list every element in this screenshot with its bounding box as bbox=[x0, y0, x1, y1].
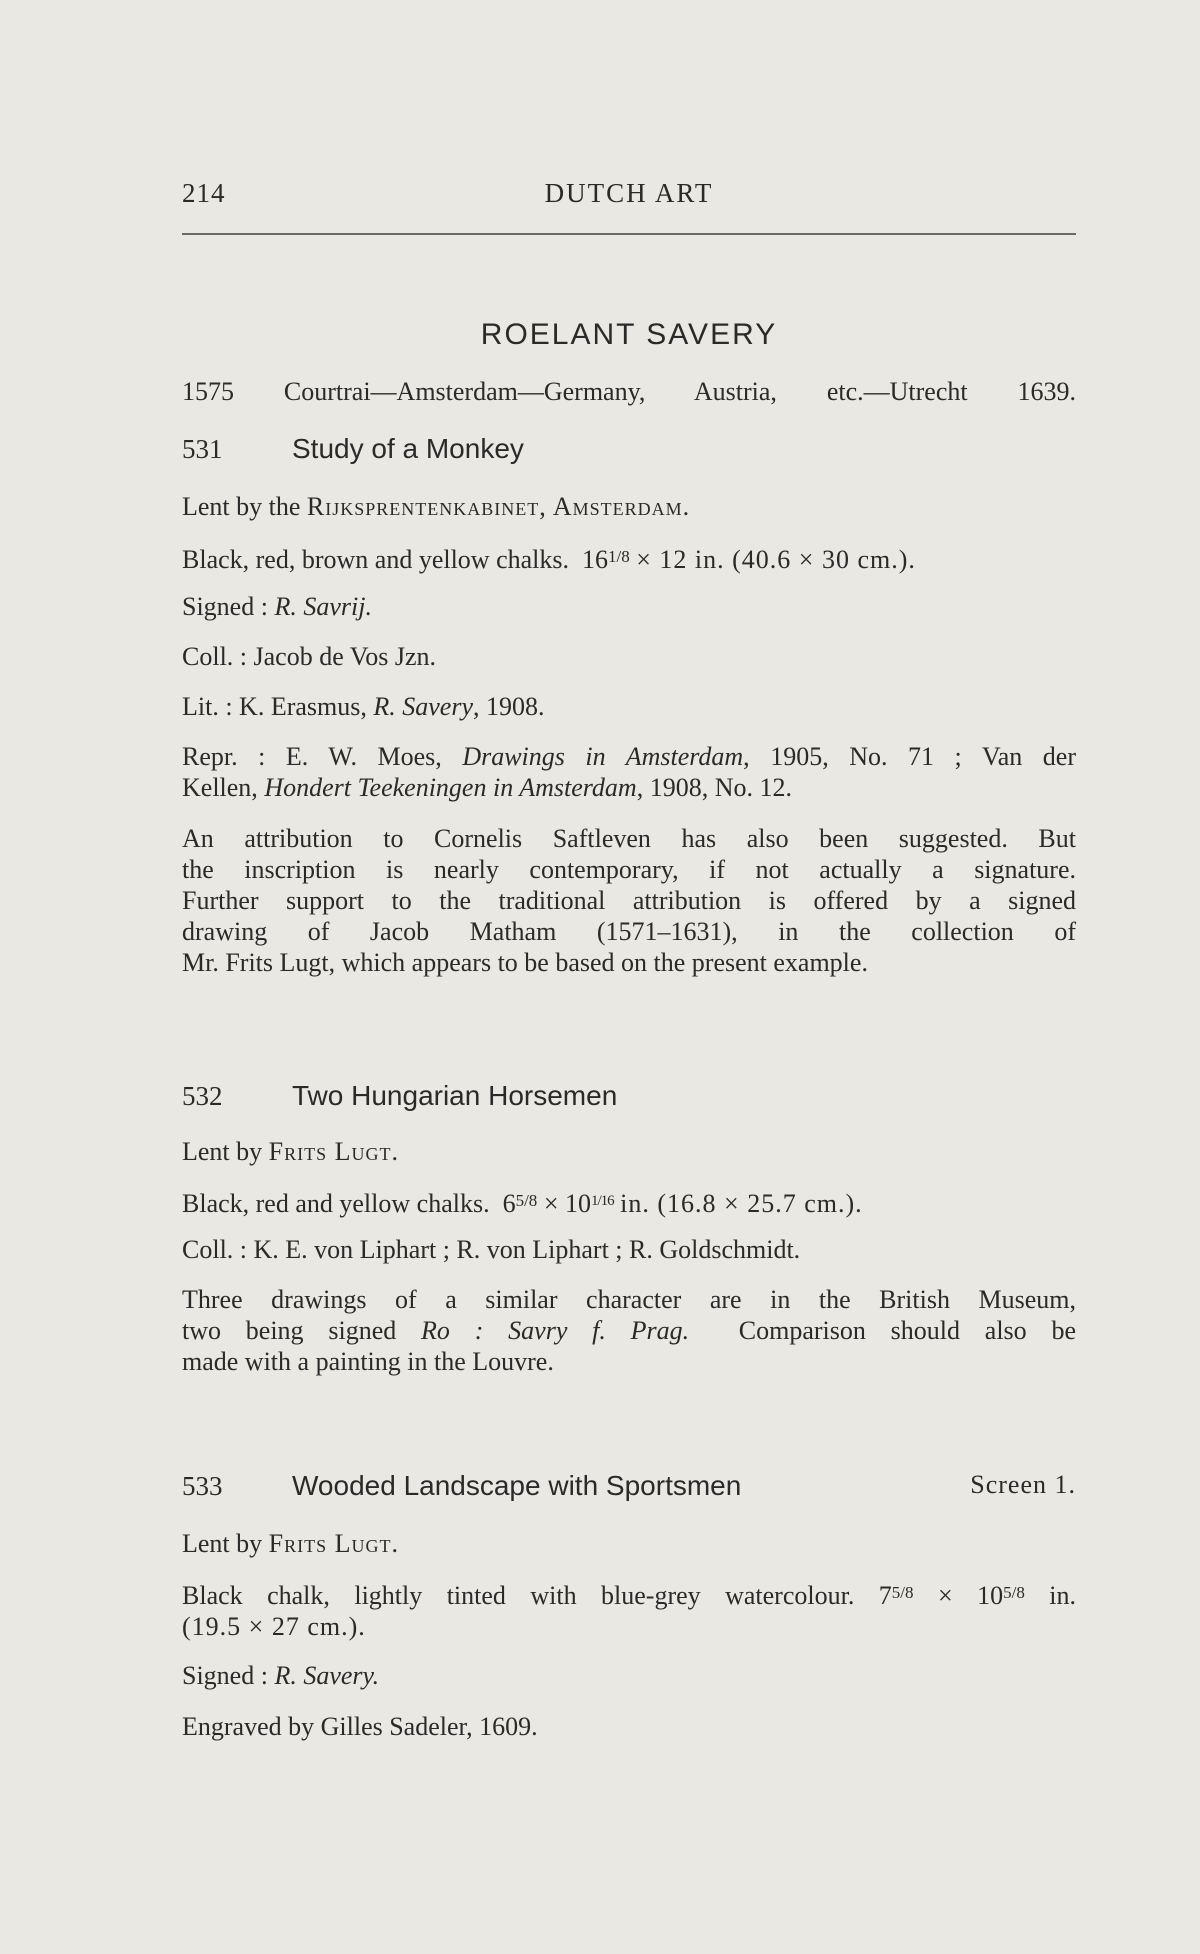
entry-532-note bbox=[182, 1284, 1076, 1377]
page-header bbox=[182, 178, 1076, 218]
dims-rest: in. (16.8 × 25.7 cm.). bbox=[620, 1189, 863, 1218]
repr-title-2: Hondert Teekeningen in Amsterdam bbox=[264, 773, 637, 802]
lent-prefix: Lent by bbox=[182, 1529, 269, 1558]
repr-line2-prefix: Kellen, bbox=[182, 773, 265, 802]
dims-unit: in. bbox=[1049, 1581, 1077, 1610]
note-line: An attribution to Cornelis Saftleven has also been suggested. But bbox=[182, 824, 1076, 853]
entry-533-signed bbox=[182, 1660, 1076, 1691]
medium: Black, red and yellow chalks. bbox=[182, 1189, 490, 1218]
entry-531-signed bbox=[182, 591, 1076, 622]
note-prefix: two being signed bbox=[182, 1316, 422, 1345]
repr-mid: , 1905, No. 71 ; Van der bbox=[743, 742, 1076, 771]
medium-line-1 bbox=[182, 1577, 1076, 1611]
dims-fraction: 5/8 bbox=[515, 1191, 538, 1210]
entry-531-medium bbox=[182, 541, 1076, 575]
entry-531-literature bbox=[182, 691, 1076, 722]
page-number: 214 bbox=[182, 178, 226, 208]
note-line: Further support to the traditional attribution is offered by a signed bbox=[182, 886, 1076, 915]
entry-531-heading bbox=[182, 433, 1076, 465]
header-rule bbox=[182, 233, 1076, 235]
repr-line-2 bbox=[182, 772, 1076, 803]
dims-mid: × 10 bbox=[937, 1581, 1004, 1610]
lent-prefix: Lent by bbox=[182, 1137, 269, 1166]
entry-title: Study of a Monkey bbox=[292, 433, 524, 464]
lit-suffix: , 1908. bbox=[473, 692, 545, 721]
dims-rest: × 12 in. (40.6 × 30 cm.). bbox=[636, 545, 916, 574]
dims-fraction-2: 1/16 bbox=[590, 1193, 614, 1209]
note-line: the inscription is nearly contemporary, if not actually a signature. bbox=[182, 855, 1076, 884]
lender-name: Frits Lugt. bbox=[268, 1529, 399, 1558]
entry-532-lender bbox=[182, 1136, 1076, 1167]
entry-533-heading bbox=[182, 1470, 1076, 1502]
lender-name: Frits Lugt. bbox=[268, 1137, 399, 1166]
artist-life: 1575 Courtrai—Amsterdam—Germany, Austria, etc.—Utrecht 1639. bbox=[182, 377, 1076, 406]
entry-number: 531 bbox=[182, 434, 223, 464]
dims-whole: 6 bbox=[502, 1189, 516, 1218]
entry-location: Screen 1. bbox=[970, 1470, 1076, 1499]
repr-line-1 bbox=[182, 741, 1076, 772]
dims-fraction: 5/8 bbox=[891, 1583, 914, 1602]
note-line: Mr. Frits Lugt, which appears to be based on the present example. bbox=[182, 948, 868, 977]
lender-name: Rijksprentenkabinet, Amsterdam. bbox=[306, 492, 691, 521]
repr-title-1: Drawings in Amsterdam bbox=[462, 742, 744, 771]
entry-title: Wooded Landscape with Sportsmen bbox=[292, 1470, 742, 1501]
dims-fraction-2: 5/8 bbox=[1003, 1583, 1025, 1602]
lit-title: R. Savery bbox=[373, 692, 473, 721]
note-line: Three drawings of a similar character are in the British Museum, bbox=[182, 1285, 1076, 1314]
dims-rest: (19.5 × 27 cm.). bbox=[182, 1612, 366, 1641]
dims-fraction: 1/8 bbox=[608, 547, 630, 566]
dims-whole: 7 bbox=[878, 1581, 892, 1610]
note-line: made with a painting in the Louvre. bbox=[182, 1347, 554, 1376]
lit-prefix: Lit. : K. Erasmus, bbox=[182, 692, 374, 721]
entry-532-heading bbox=[182, 1080, 1076, 1112]
entry-number: 532 bbox=[182, 1081, 223, 1111]
entry-532-medium bbox=[182, 1185, 1076, 1219]
entry-title: Two Hungarian Horsemen bbox=[292, 1080, 618, 1111]
lent-prefix: Lent by the bbox=[182, 492, 307, 521]
entry-531-reproductions bbox=[182, 741, 1076, 803]
dims-whole: 16 bbox=[582, 545, 609, 574]
entry-533-medium bbox=[182, 1577, 1076, 1642]
entry-533-lender bbox=[182, 1528, 1076, 1559]
entry-531-lender bbox=[182, 491, 1076, 522]
entry-number: 533 bbox=[182, 1471, 223, 1501]
entry-532-collection: Coll. : K. E. von Liphart ; R. von Liphart ; R. Goldschmidt. bbox=[182, 1235, 801, 1264]
dims-mid: × 10 bbox=[543, 1189, 591, 1218]
entry-531-collection: Coll. : Jacob de Vos Jzn. bbox=[182, 642, 436, 671]
note-suffix: Comparison should also be bbox=[738, 1316, 1077, 1345]
artist-name: ROELANT SAVERY bbox=[480, 318, 778, 351]
repr-prefix: Repr. : E. W. Moes, bbox=[182, 742, 463, 771]
signed-label: Signed : bbox=[182, 1661, 268, 1690]
note-line: drawing of Jacob Matham (1571–1631), in the collection of bbox=[182, 917, 1076, 946]
entry-533-engraved: Engraved by Gilles Sadeler, 1609. bbox=[182, 1712, 538, 1741]
signature: R. Savery. bbox=[274, 1661, 380, 1690]
repr-suffix: , 1908, No. 12. bbox=[636, 773, 792, 802]
signed-label: Signed : bbox=[182, 592, 268, 621]
entry-531-note bbox=[182, 823, 1076, 978]
note-line bbox=[182, 1315, 1076, 1346]
medium: Black chalk, lightly tinted with blue-grey watercolour. bbox=[182, 1581, 855, 1610]
running-title: DUTCH ART bbox=[544, 178, 714, 208]
signature: R. Savrij. bbox=[274, 592, 372, 621]
note-inscription: Ro : Savry f. Prag. bbox=[421, 1316, 690, 1345]
medium: Black, red, brown and yellow chalks. bbox=[182, 545, 570, 574]
